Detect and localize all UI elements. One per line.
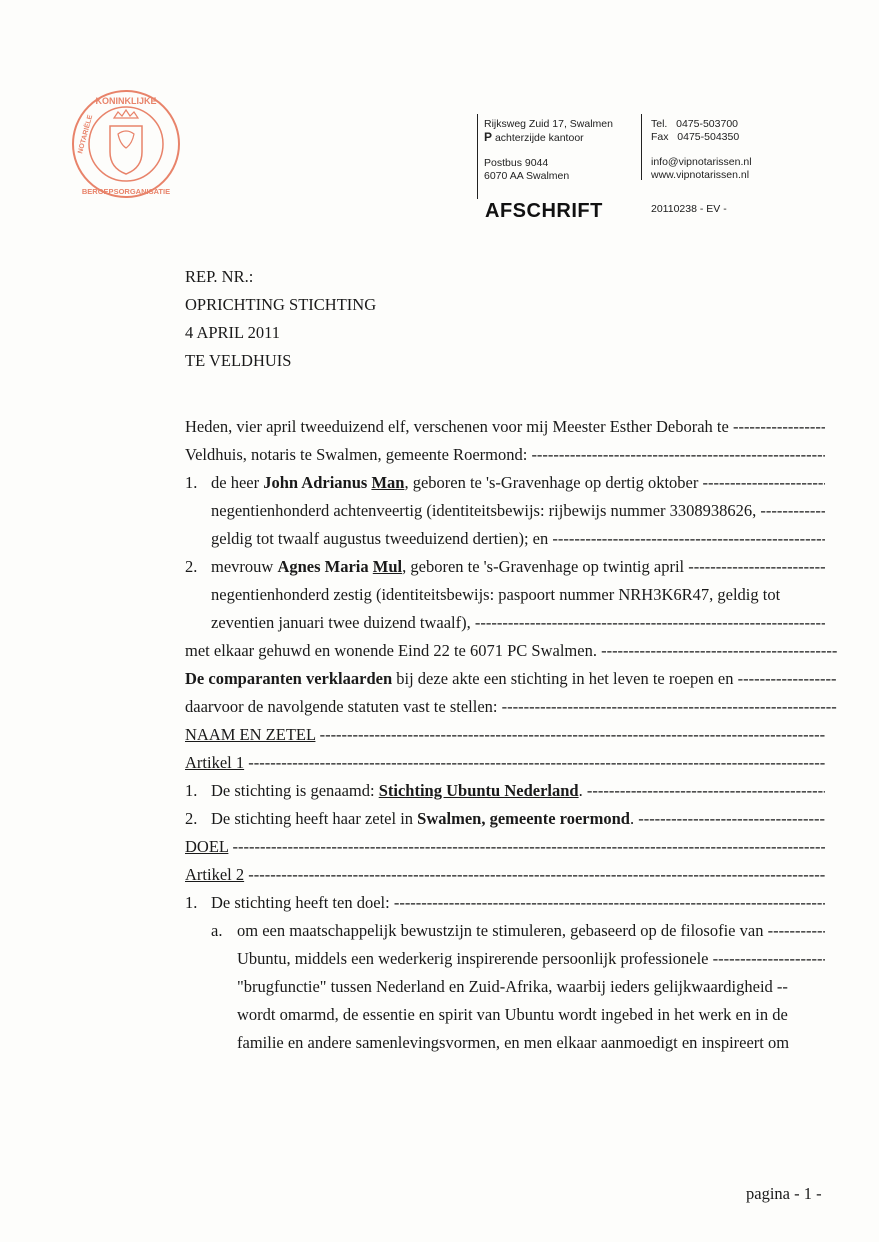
article-2-a-line-1: om een maatschappelijk bewustzijn te stimuleren, gebaseerd op de filosofie van ----- [237, 921, 825, 941]
party-2-line-1: mevrouw Agnes Maria Mul, geboren te 's-Gravenhage op twintig april ----- [211, 557, 825, 577]
rep-nr: REP. NR.: [185, 267, 254, 286]
dossier-number: 20110238 - EV - [651, 203, 727, 215]
article-2-a-line-5: familie en andere samenlevingsvormen, en men elkaar aanmoedigt en inspireert om [237, 1033, 790, 1052]
afschrift-stamp: AFSCHRIFT [485, 200, 603, 222]
document-title: OPRICHTING STICHTING [185, 295, 377, 314]
address-line-2: P achterzijde kantoor [484, 130, 584, 144]
article-1-2-text: De stichting heeft haar zetel in Swalmen, gemeente roermond. ----- [211, 809, 825, 829]
notarial-seal [70, 88, 182, 200]
party-2-number: 2. [185, 557, 198, 576]
svg-text:NOTARIËLE: NOTARIËLE [77, 114, 95, 155]
fax-line: Fax 0475-504350 [651, 131, 740, 143]
article-2-a-line-2: Ubuntu, middels een wederkerig inspirerende persoonlijk professionele ----- [237, 949, 825, 969]
letterhead-contact [651, 118, 752, 182]
letterhead-divider-right [641, 114, 642, 180]
party-1-line-2: negentienhonderd achtenveertig (identiteitsbewijs: rijbewijs nummer 3308938626, ----- [211, 501, 825, 521]
letterhead-address [484, 118, 613, 183]
declaration-line-2: daarvoor de navolgende statuten vast te stellen: ----- [185, 697, 837, 717]
article-2-a-line-4: wordt omarmd, de essentie en spirit van Ubuntu wordt ingebed in het werk en in de [237, 1005, 788, 1024]
article-2-a-letter: a. [211, 921, 223, 940]
article-1-heading: Artikel 1 ----- [185, 753, 825, 773]
address-line-1: Rijksweg Zuid 17, Swalmen [484, 118, 613, 130]
party-2-line-2: negentienhonderd zestig (identiteitsbewijs: paspoort nummer NRH3K6R47, geldig tot [211, 585, 781, 604]
postbus: Postbus 9044 [484, 157, 549, 169]
website: www.vipnotarissen.nl [651, 169, 750, 181]
page-number: pagina - 1 - [746, 1184, 822, 1203]
party-2-line-3: zeventien januari twee duizend twaalf), ----- [211, 613, 825, 633]
article-2-heading: Artikel 2 ----- [185, 865, 825, 885]
postcode: 6070 AA Swalmen [484, 170, 570, 182]
article-2-1-text: De stichting heeft ten doel: ----- [211, 893, 825, 913]
article-2-a-line-3: "brugfunctie" tussen Nederland en Zuid-Afrika, waarbij ieders gelijkwaardigheid -- [237, 977, 788, 996]
article-1-2-number: 2. [185, 809, 198, 828]
section-naam-en-zetel: NAAM EN ZETEL ----- [185, 725, 825, 745]
party-1-line-1: de heer John Adrianus Man, geboren te 's-Gravenhage op dertig oktober ----- [211, 473, 825, 493]
document-place: TE VELDHUIS [185, 351, 292, 370]
declaration-line-1: De comparanten verklaarden bij deze akte een stichting in het leven te roepen en ----- [185, 669, 837, 689]
seal-text: KONINKLIJKE [95, 96, 157, 106]
article-1-1-text: De stichting is genaamd: Stichting Ubuntu Nederland. ----- [211, 781, 825, 801]
intro-line-1: Heden, vier april tweeduizend elf, verschenen voor mij Meester Esther Deborah te ----- [185, 417, 825, 437]
article-1-1-number: 1. [185, 781, 198, 800]
article-2-1-number: 1. [185, 893, 198, 912]
document-date: 4 APRIL 2011 [185, 323, 281, 342]
section-doel: DOEL ----- [185, 837, 825, 857]
svg-text:BEROEPSORGANISATIE: BEROEPSORGANISATIE [81, 187, 171, 196]
married-line: met elkaar gehuwd en wonende Eind 22 te 6071 PC Swalmen. ----- [185, 641, 837, 661]
party-1-line-3: geldig tot twaalf augustus tweeduizend dertien); en ----- [211, 529, 825, 549]
letterhead-divider-left [477, 114, 478, 199]
email: info@vipnotarissen.nl [651, 156, 752, 168]
intro-line-2: Veldhuis, notaris te Swalmen, gemeente Roermond: ----- [185, 445, 825, 465]
tel-line: Tel. 0475-503700 [651, 118, 739, 130]
party-1-number: 1. [185, 473, 198, 492]
